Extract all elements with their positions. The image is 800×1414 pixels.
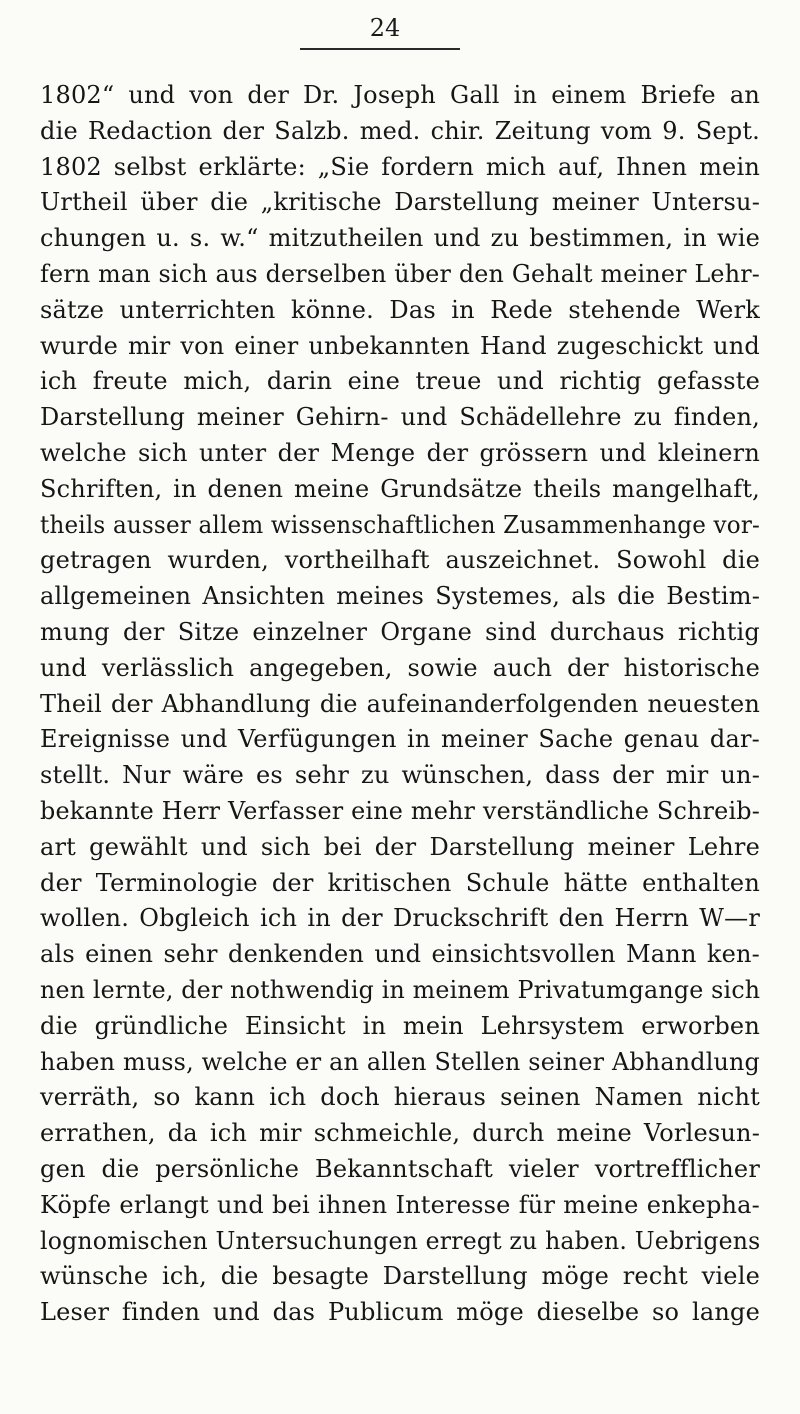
- text-line: gen die persönliche Bekanntschaft vieler vortrefflicher: [40, 1154, 760, 1183]
- text-line: wurde mir von einer unbekannten Hand zugeschickt und: [40, 331, 760, 360]
- text-line: art gewählt und sich bei der Darstellung meiner Lehre: [40, 832, 760, 861]
- text-line: stellt. Nur wäre es sehr zu wünschen, dass der mir un-: [40, 761, 760, 790]
- text-line: verräth, so kann ich doch hieraus seinen Namen nicht: [40, 1083, 760, 1112]
- text-line: die gründliche Einsicht in mein Lehrsystem erworben: [40, 1011, 760, 1040]
- text-line: welche sich unter der Menge der grössern und kleinern: [40, 438, 760, 467]
- text-line: nen lernte, der nothwendig in meinem Privatumgange sich: [40, 975, 761, 1004]
- text-line: Ereignisse und Verfügungen in meiner Sache genau dar-: [40, 725, 760, 754]
- text-line: haben muss, welche er an allen Stellen seiner Abhandlung: [40, 1047, 760, 1076]
- text-line: wollen. Obgleich ich in der Druckschrift den Herrn W—r: [40, 904, 760, 933]
- text-line: mung der Sitze einzelner Organe sind durchaus richtig: [40, 617, 760, 646]
- text-line: die Redaction der Salzb. med. chir. Zeitung vom 9. Sept.: [40, 116, 760, 145]
- text-line: sätze unterrichten könne. Das in Rede stehende Werk: [40, 295, 760, 324]
- text-line: allgemeinen Ansichten meines Systemes, als die Bestim-: [40, 582, 760, 611]
- text-line: lognomischen Untersuchungen erregt zu haben. Uebrigens: [40, 1226, 761, 1255]
- text-line: Schriften, in denen meine Grundsätze theils mangelhaft,: [40, 474, 760, 503]
- text-line: theils ausser allem wissenschaftlichen Zusammenhange vor-: [40, 510, 760, 539]
- text-line: Köpfe erlangt und bei ihnen Interesse für meine enkepha-: [40, 1190, 760, 1219]
- text-line: und verlässlich angegeben, sowie auch der historische: [40, 653, 760, 682]
- text-line: der Terminologie der kritischen Schule hätte enthalten: [40, 868, 760, 897]
- text-line: Darstellung meiner Gehirn- und Schädellehre zu finden,: [40, 403, 760, 432]
- text-line: getragen wurden, vortheilhaft auszeichnet. Sowohl die: [40, 546, 760, 575]
- text-line: Theil der Abhandlung die aufeinanderfolgenden neuesten: [40, 689, 760, 718]
- header-rule: [300, 48, 460, 50]
- text-line: errathen, da ich mir schmeichle, durch meine Vorlesun-: [40, 1119, 760, 1148]
- page-number: 24: [369, 14, 401, 42]
- text-line: 1802“ und von der Dr. Joseph Gall in einem Briefe an: [40, 81, 760, 109]
- text-line: bekannte Herr Verfasser eine mehr verständliche Schreib-: [40, 796, 760, 825]
- text-line: als einen sehr denkenden und einsichtsvollen Mann ken-: [40, 940, 760, 969]
- text-line: chungen u. s. w.“ mitzutheilen und zu bestimmen, in wie: [40, 224, 760, 253]
- body-text: [40, 78, 760, 1331]
- text-line: wünsche ich, die besagte Darstellung möge recht viele: [40, 1262, 760, 1291]
- text-line: fern man sich aus derselben über den Gehalt meiner Lehr-: [40, 259, 760, 288]
- text-line: Urtheil über die „kritische Darstellung meiner Untersu-: [40, 188, 760, 217]
- text-line: ich freute mich, darin eine treue und richtig gefasste: [40, 367, 760, 396]
- text-line: 1802 selbst erklärte: „Sie fordern mich auf, Ihnen mein: [40, 152, 760, 181]
- text-line: Leser finden und das Publicum möge dieselbe so lange: [40, 1298, 760, 1327]
